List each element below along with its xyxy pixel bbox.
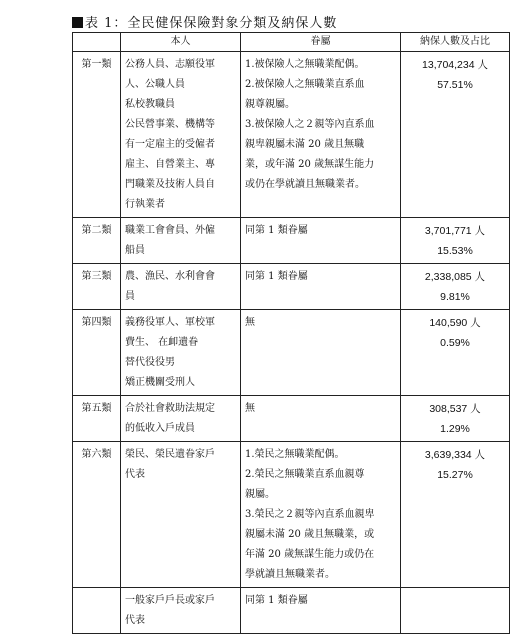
table-row bbox=[73, 310, 510, 396]
text-line: 替代役役男 bbox=[125, 357, 175, 368]
principal-cell bbox=[121, 442, 241, 588]
principal-cell bbox=[121, 396, 241, 442]
insured-share: 9.81% bbox=[440, 291, 470, 303]
count-share-cell bbox=[401, 264, 510, 310]
text-line: 年滿 20 歲無謀生能力或仍在 bbox=[245, 549, 375, 560]
text-line: 雇主、自營業主、專 bbox=[125, 159, 215, 170]
header-principal: 本人 bbox=[121, 33, 241, 52]
insured-share: 15.27% bbox=[437, 469, 473, 481]
dependents-cell bbox=[241, 588, 401, 634]
insured-count: 3,701,771 人 bbox=[424, 225, 486, 237]
square-bullet-icon bbox=[72, 17, 83, 28]
dependents-cell bbox=[241, 396, 401, 442]
text-line: 親卑親屬未滿 20 歲且無職 bbox=[245, 139, 365, 150]
dependents-cell bbox=[241, 52, 401, 218]
text-line: 船員 bbox=[125, 245, 145, 256]
table-row bbox=[73, 218, 510, 264]
insured-share: 1.29% bbox=[440, 423, 470, 435]
table-row bbox=[73, 396, 510, 442]
text-line: 合於社會救助法規定 bbox=[125, 403, 215, 414]
category-cell: 第三類 bbox=[73, 264, 121, 310]
principal-cell bbox=[121, 218, 241, 264]
dependents-cell bbox=[241, 264, 401, 310]
dependents-cell bbox=[241, 310, 401, 396]
insured-count: 308,537 人 bbox=[429, 403, 481, 415]
text-line: 1.被保險人之無職業配偶。 bbox=[245, 59, 365, 70]
header-row bbox=[73, 33, 510, 52]
insured-share: 57.51% bbox=[437, 79, 473, 91]
text-line: 同第 1 類眷屬 bbox=[245, 271, 308, 282]
page-title bbox=[72, 12, 337, 31]
text-line: 3.被保險人之２親等內直系血 bbox=[245, 119, 375, 130]
insured-count: 3,639,334 人 bbox=[424, 449, 486, 461]
header-category bbox=[73, 33, 121, 52]
table-row bbox=[73, 52, 510, 218]
text-line: 人、公職人員 bbox=[125, 79, 185, 90]
count-share-cell bbox=[401, 588, 510, 634]
text-line: 親屬。 bbox=[245, 489, 275, 500]
text-line: 矯正機關受刑人 bbox=[125, 377, 195, 388]
text-line: 無 bbox=[245, 403, 255, 414]
table-caption: 表 1：全民健保保險對象分類及納保人數 bbox=[85, 16, 338, 31]
insured-share: 0.59% bbox=[440, 337, 470, 349]
table-row bbox=[73, 442, 510, 588]
text-line: 親尊親屬。 bbox=[245, 99, 295, 110]
text-line: 同第 1 類眷屬 bbox=[245, 225, 308, 236]
text-line: 職業工會會員、外僱 bbox=[125, 225, 215, 236]
text-line: 費生、 在卹遺眷 bbox=[125, 337, 199, 348]
dependents-cell bbox=[241, 442, 401, 588]
text-line: 學就讀且無職業者。 bbox=[245, 569, 335, 580]
text-line: 門職業及技術人員自 bbox=[125, 179, 215, 190]
text-line: 2.榮民之無職業直系血親尊 bbox=[245, 469, 365, 480]
header-count-share: 納保人數及占比 bbox=[401, 33, 510, 52]
count-share-cell bbox=[401, 442, 510, 588]
text-line: 行執業者 bbox=[125, 199, 165, 210]
category-cell: 第六類 bbox=[73, 442, 121, 588]
text-line: 私校教職員 bbox=[125, 99, 175, 110]
text-line: 義務役軍人、軍校軍 bbox=[125, 317, 215, 328]
table-row bbox=[73, 264, 510, 310]
text-line: 1.榮民之無職業配偶。 bbox=[245, 449, 345, 460]
insured-classification-table bbox=[72, 32, 510, 634]
category-cell: 第四類 bbox=[73, 310, 121, 396]
category-cell bbox=[73, 588, 121, 634]
text-line: 代表 bbox=[125, 469, 145, 480]
dependents-cell bbox=[241, 218, 401, 264]
text-line: 2.被保險人之無職業直系血 bbox=[245, 79, 365, 90]
principal-cell bbox=[121, 588, 241, 634]
principal-cell bbox=[121, 310, 241, 396]
insured-share: 15.53% bbox=[437, 245, 473, 257]
text-line: 的低收入戶成員 bbox=[125, 423, 195, 434]
insured-count: 140,590 人 bbox=[429, 317, 481, 329]
text-line: 有一定雇主的受僱者 bbox=[125, 139, 215, 150]
category-cell: 第一類 bbox=[73, 52, 121, 218]
text-line: 3.榮民之２親等內直系血親卑 bbox=[245, 509, 375, 520]
principal-cell bbox=[121, 52, 241, 218]
text-line: 榮民、榮民遺眷家戶 bbox=[125, 449, 215, 460]
text-line: 親屬未滿 20 歲且無職業，或 bbox=[245, 529, 375, 540]
header-dependents: 眷屬 bbox=[241, 33, 401, 52]
text-line: 或仍在學就讀且無職業者。 bbox=[245, 179, 365, 190]
text-line: 同第 1 類眷屬 bbox=[245, 595, 308, 606]
principal-cell bbox=[121, 264, 241, 310]
insured-count: 13,704,234 人 bbox=[422, 59, 488, 71]
table-row bbox=[73, 588, 510, 634]
count-share-cell bbox=[401, 52, 510, 218]
text-line: 業，或年滿 20 歲無謀生能力 bbox=[245, 159, 375, 170]
count-share-cell bbox=[401, 396, 510, 442]
text-line: 員 bbox=[125, 291, 135, 302]
text-line: 公民營事業、機構等 bbox=[125, 119, 215, 130]
category-cell: 第五類 bbox=[73, 396, 121, 442]
count-share-cell bbox=[401, 310, 510, 396]
text-line: 無 bbox=[245, 317, 255, 328]
text-line: 一般家戶戶長或家戶 bbox=[125, 595, 215, 606]
text-line: 公務人員、志願役軍 bbox=[125, 59, 215, 70]
text-line: 農、漁民、水利會會 bbox=[125, 271, 215, 282]
insured-count: 2,338,085 人 bbox=[424, 271, 486, 283]
count-share-cell bbox=[401, 218, 510, 264]
category-cell: 第二類 bbox=[73, 218, 121, 264]
text-line: 代表 bbox=[125, 615, 145, 626]
